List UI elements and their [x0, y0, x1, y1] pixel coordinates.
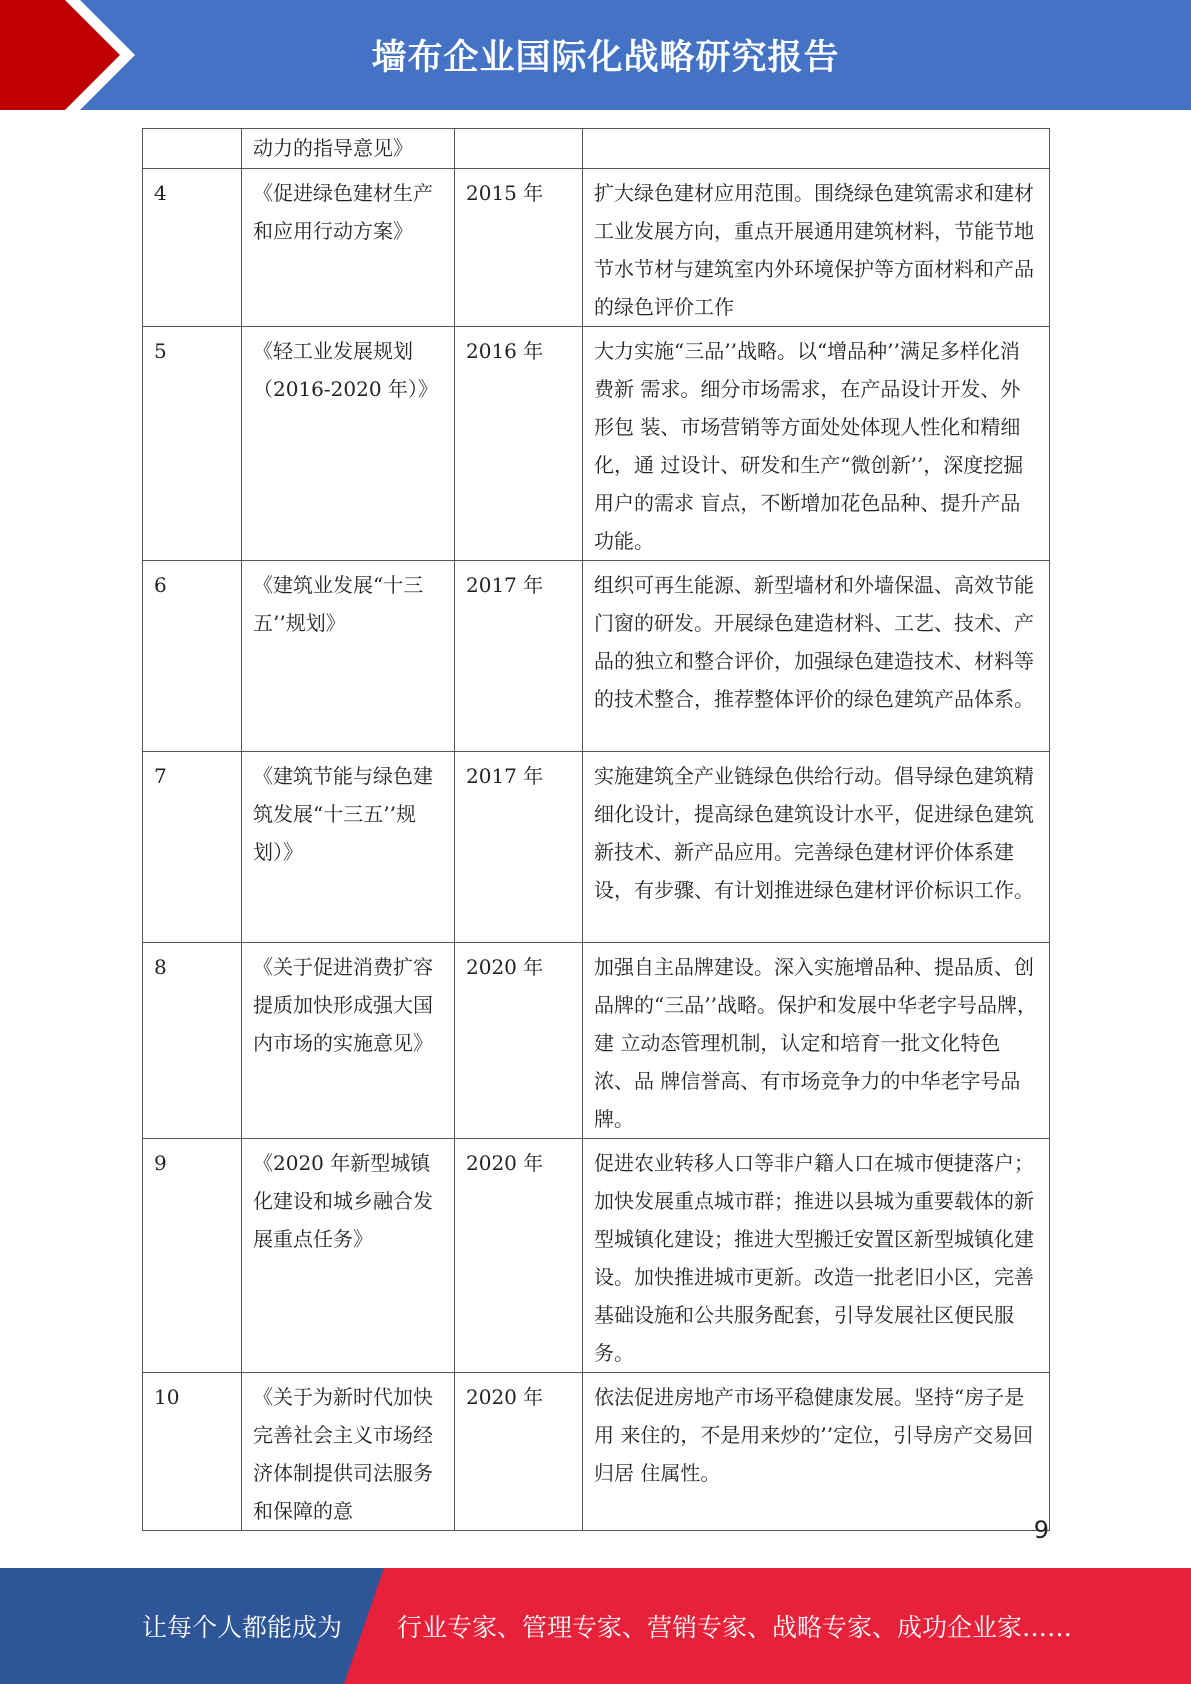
policy-title: 《促进绿色建材生产和应用行动方案》 [242, 169, 455, 327]
policy-year: 2020 年 [455, 943, 583, 1139]
policy-year: 2017 年 [455, 752, 583, 943]
policy-year: 2017 年 [455, 561, 583, 752]
policy-table [142, 128, 1050, 1531]
table-row [143, 169, 1050, 327]
policy-year [455, 129, 583, 169]
policy-year: 2016 年 [455, 327, 583, 561]
table-row [143, 752, 1050, 943]
row-number: 5 [143, 327, 242, 561]
table-row [143, 561, 1050, 752]
row-number: 7 [143, 752, 242, 943]
table-row [143, 1373, 1050, 1531]
policy-content: 大力实施“三品’’战略。以“增品种’’满足多样化消费新 需求。细分市场需求，在产品设计开发、外形包 装、市场营销等方面处处体现人性化和精细化，通 过设计、研发和生产“微创新’’，深度挖掘用户的需求 盲点，不断增加花色品种、提升产品功能。 [583, 327, 1050, 561]
policy-year: 2020 年 [455, 1139, 583, 1373]
policy-title: 动力的指导意见》 [242, 129, 455, 169]
policy-content: 扩大绿色建材应用范围。围绕绿色建筑需求和建材 工业发展方向，重点开展通用建筑材料，节能节地 节水节材与建筑室内外环境保护等方面材料和产品 的绿色评价工作 [583, 169, 1050, 327]
policy-title: 《关于促进消费扩容提质加快形成强大国内市场的实施意见》 [242, 943, 455, 1139]
policy-year: 2015 年 [455, 169, 583, 327]
policy-content: 依法促进房地产市场平稳健康发展。坚持“房子是用 来住的，不是用来炒的’’定位，引导房产交易回归居 住属性。 [583, 1373, 1050, 1531]
footer-slogan-left: 让每个人都能成为 [142, 1613, 343, 1642]
page-header [0, 0, 1191, 110]
policy-content: 实施建筑全产业链绿色供给行动。倡导绿色建筑精 细化设计，提高绿色建筑设计水平，促进绿色建筑 新技术、新产品应用。完善绿色建材评价体系建 设，有步骤、有计划推进绿色建材评价标识工作。 [583, 752, 1050, 943]
row-number: 9 [143, 1139, 242, 1373]
policy-title: 《2020 年新型城镇化建设和城乡融合发展重点任务》 [242, 1139, 455, 1373]
table-row [143, 129, 1050, 169]
report-title: 墙布企业国际化战略研究报告 [371, 38, 840, 78]
row-number: 8 [143, 943, 242, 1139]
table-row [143, 943, 1050, 1139]
row-number: 10 [143, 1373, 242, 1531]
policy-content [583, 129, 1050, 169]
table-row [143, 327, 1050, 561]
table-row [143, 1139, 1050, 1373]
row-number [143, 129, 242, 169]
policy-year: 2020 年 [455, 1373, 583, 1531]
policy-content: 加强自主品牌建设。深入实施增品种、提品质、创 品牌的“三品’’战略。保护和发展中华老字号品牌，建 立动态管理机制，认定和培育一批文化特色浓、品 牌信誉高、有市场竞争力的中华老字号品牌。 [583, 943, 1050, 1139]
row-number: 6 [143, 561, 242, 752]
policy-content: 组织可再生能源、新型墙材和外墙保温、高效节能 门窗的研发。开展绿色建造材料、工艺、技术、产 品的独立和整合评价，加强绿色建造技术、材料等 的技术整合，推荐整体评价的绿色建筑产品体系。 [583, 561, 1050, 752]
policy-content: 促进农业转移人口等非户籍人口在城市便捷落户； 加快发展重点城市群；推进以县城为重要载体的新 型城镇化建设；推进大型搬迁安置区新型城镇化建 设。加快推进城市更新。改造一批老旧小区，完善 基础设施和公共服务配套，引导发展社区便民服 务。 [583, 1139, 1050, 1373]
policy-title: 《关于为新时代加快完善社会主义市场经济体制提供司法服务和保障的意 [242, 1373, 455, 1531]
footer-slogan-right: 行业专家、管理专家、营销专家、战略专家、成功企业家…… [397, 1613, 1073, 1642]
policy-title: 《轻工业发展规划（2016-2020 年）》 [242, 327, 455, 561]
row-number: 4 [143, 169, 242, 327]
page-footer [0, 1568, 1191, 1684]
policy-title: 《建筑业发展“十三五’’规划》 [242, 561, 455, 752]
policy-title: 《建筑节能与绿色建筑发展“十三五’’规 划）》 [242, 752, 455, 943]
page-number: 9 [1033, 1516, 1049, 1544]
